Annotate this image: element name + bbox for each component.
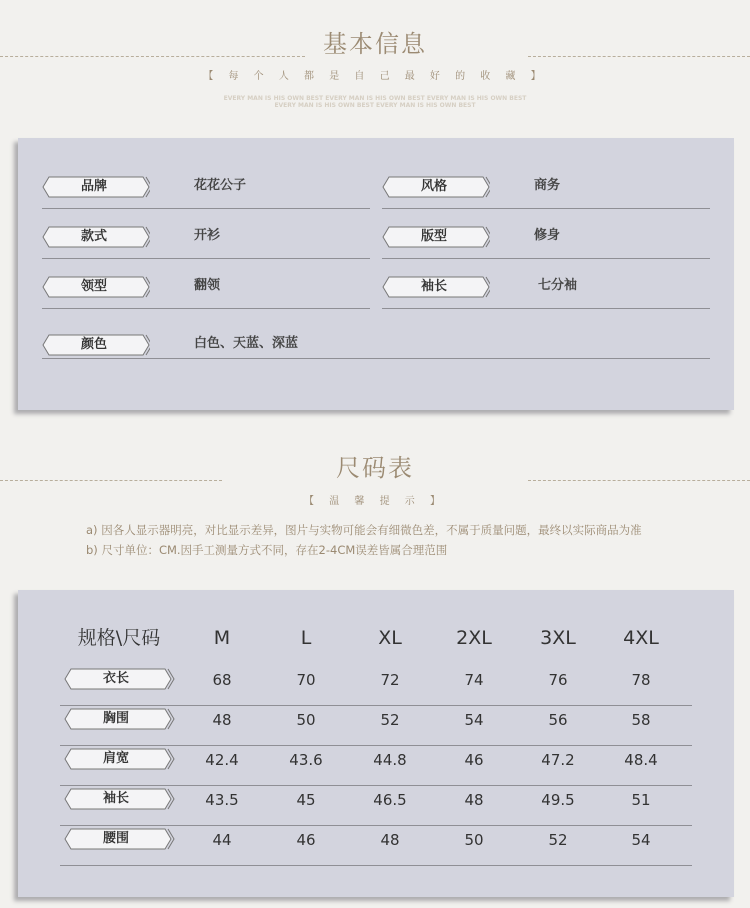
note-a: a) 因各人显示器明亮，对比显示差异，图片与实物可能会有细微色差，不属于质量问题，最终以实际商品为准 bbox=[86, 523, 642, 537]
size-value: 42.4 bbox=[205, 751, 239, 769]
size-header-m: M bbox=[213, 627, 231, 649]
size-value: 48 bbox=[212, 711, 232, 729]
attr-value: 修身 bbox=[534, 228, 561, 243]
attr-row-collar bbox=[42, 276, 370, 309]
size-value: 72 bbox=[380, 671, 400, 689]
basic-info-title: 基本信息 bbox=[323, 30, 427, 58]
size-value: 46.5 bbox=[373, 791, 407, 809]
motto-line-2: EVERY MAN IS HIS OWN BEST EVERY MAN IS HIS OWN BEST bbox=[274, 102, 476, 109]
motto-line-1: EVERY MAN IS HIS OWN BEST EVERY MAN IS HIS OWN BEST EVERY MAN IS HIS OWN BEST bbox=[223, 95, 527, 102]
size-value: 76 bbox=[548, 671, 568, 689]
attr-row-sleeve bbox=[382, 276, 710, 309]
label-tag bbox=[42, 334, 150, 356]
label-tag bbox=[42, 226, 150, 248]
attr-row-brand bbox=[42, 176, 370, 209]
attr-value: 白色、天蓝、深蓝 bbox=[194, 336, 299, 351]
label-tag bbox=[382, 176, 490, 198]
size-value: 46 bbox=[296, 831, 316, 849]
attr-row-color bbox=[42, 334, 710, 359]
label-tag bbox=[42, 276, 150, 298]
size-value: 48 bbox=[380, 831, 400, 849]
size-value: 49.5 bbox=[541, 791, 575, 809]
size-row-length bbox=[60, 667, 692, 706]
size-header-4xl: 4XL bbox=[623, 627, 659, 649]
size-value: 52 bbox=[380, 711, 400, 729]
label-tag bbox=[64, 748, 172, 770]
attr-label: 风格 bbox=[420, 179, 447, 194]
label-tag bbox=[64, 668, 172, 690]
attr-row-fit bbox=[382, 226, 710, 259]
basic-info-panel bbox=[18, 138, 734, 410]
size-value: 48 bbox=[464, 791, 484, 809]
size-header-xl: XL bbox=[378, 627, 402, 649]
attr-label: 款式 bbox=[80, 229, 107, 244]
size-header-label: 规格\尺码 bbox=[77, 627, 161, 649]
size-value: 44.8 bbox=[373, 751, 407, 769]
attr-value: 商务 bbox=[534, 178, 561, 193]
label-tag bbox=[64, 788, 172, 810]
size-value: 45 bbox=[296, 791, 316, 809]
attr-label: 版型 bbox=[420, 229, 447, 244]
size-chart-title: 尺码表 bbox=[336, 454, 414, 482]
size-row-sleeve bbox=[60, 787, 692, 826]
size-chart-subtitle: 【 温 馨 提 示 】 bbox=[304, 496, 446, 507]
size-value: 56 bbox=[548, 711, 568, 729]
label-tag bbox=[64, 828, 172, 850]
size-row-label: 腰围 bbox=[102, 831, 129, 846]
size-value: 70 bbox=[296, 671, 316, 689]
size-value: 54 bbox=[631, 831, 651, 849]
attr-value: 花花公子 bbox=[194, 178, 247, 193]
size-value: 68 bbox=[212, 671, 232, 689]
label-tag bbox=[382, 226, 490, 248]
attr-value: 七分袖 bbox=[538, 278, 578, 293]
basic-info-subtitle: 【 每 个 人 都 是 自 己 最 好 的 收 藏 】 bbox=[203, 71, 547, 82]
note-b: b) 尺寸单位：CM.因手工测量方式不同，存在2-4CM误差皆属合理范围 bbox=[86, 543, 448, 557]
size-value: 50 bbox=[296, 711, 316, 729]
size-value: 54 bbox=[464, 711, 484, 729]
size-value: 58 bbox=[631, 711, 651, 729]
attr-label: 颜色 bbox=[80, 337, 107, 352]
size-value: 46 bbox=[464, 751, 484, 769]
attr-label: 品牌 bbox=[80, 179, 107, 194]
size-header-2xl: 2XL bbox=[456, 627, 492, 649]
size-value: 44 bbox=[212, 831, 232, 849]
size-row-label: 胸围 bbox=[102, 711, 129, 726]
size-row-waist bbox=[60, 827, 692, 866]
label-tag bbox=[382, 276, 490, 298]
size-value: 47.2 bbox=[541, 751, 575, 769]
attr-value: 翻领 bbox=[194, 278, 221, 293]
size-value: 51 bbox=[631, 791, 651, 809]
attr-row-design bbox=[42, 226, 370, 259]
label-tag bbox=[64, 708, 172, 730]
size-value: 74 bbox=[464, 671, 484, 689]
size-row-label: 袖长 bbox=[102, 791, 129, 806]
attr-label: 袖长 bbox=[420, 279, 447, 294]
size-value: 52 bbox=[548, 831, 568, 849]
size-row-label: 肩宽 bbox=[102, 751, 129, 766]
size-value: 78 bbox=[631, 671, 651, 689]
attr-row-style bbox=[382, 176, 710, 209]
size-header-l: L bbox=[300, 627, 312, 649]
size-value: 43.6 bbox=[289, 751, 323, 769]
size-value: 48.4 bbox=[624, 751, 658, 769]
size-header-3xl: 3XL bbox=[540, 627, 576, 649]
size-value: 43.5 bbox=[205, 791, 239, 809]
size-row-label: 衣长 bbox=[102, 671, 129, 686]
size-row-shoulder bbox=[60, 747, 692, 786]
size-row-chest bbox=[60, 707, 692, 746]
attr-value: 开衫 bbox=[194, 228, 221, 243]
label-tag bbox=[42, 176, 150, 198]
attr-label: 领型 bbox=[80, 279, 107, 294]
size-value: 50 bbox=[464, 831, 484, 849]
